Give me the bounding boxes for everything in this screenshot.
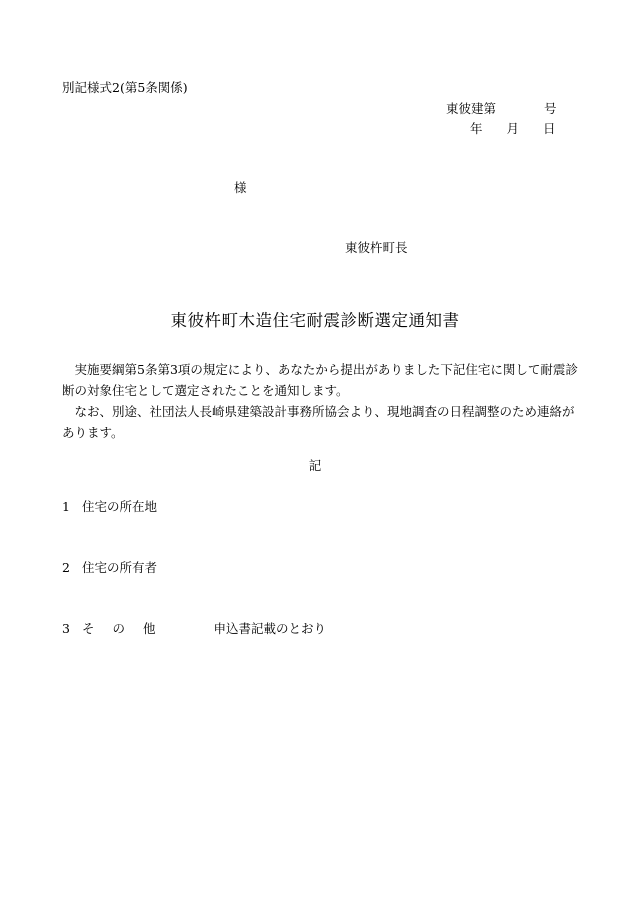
item-label: 住宅の所在地 — [82, 499, 158, 514]
issuer: 東彼杵町長 — [345, 240, 408, 255]
item-other — [62, 623, 326, 636]
addressee-honorific: 様 — [234, 180, 247, 195]
date-line — [470, 123, 556, 136]
item-label-part: 他 — [143, 621, 156, 636]
item-number: 2 — [62, 560, 70, 575]
form-label: 別記様式2(第5条関係) — [62, 80, 188, 95]
reference-prefix: 東彼建第 — [446, 101, 497, 116]
reference-suffix: 号 — [544, 101, 557, 116]
date-year: 年 — [470, 121, 483, 136]
item-number: 1 — [62, 499, 70, 514]
reference-number — [446, 103, 557, 116]
ki-heading: 記 — [308, 458, 322, 473]
item-value: 申込書記載のとおり — [213, 621, 327, 636]
item-label-part: の — [112, 621, 126, 636]
date-month: 月 — [506, 121, 520, 136]
item-label — [82, 621, 156, 636]
document-title: 東彼杵町木造住宅耐震診断選定通知書 — [170, 311, 460, 330]
item-address — [62, 501, 157, 514]
body-text — [62, 359, 582, 443]
body-paragraph-1: 実施要綱第5条第3項の規定により、あなたから提出がありました下記住宅に関して耐震診断の対象住宅として選定されたことを通知します。 — [62, 362, 578, 398]
date-day: 日 — [543, 121, 556, 136]
item-owner — [62, 562, 157, 575]
item-label: 住宅の所有者 — [82, 560, 158, 575]
item-number: 3 — [62, 621, 70, 636]
body-paragraph-2: なお、別途、社団法人長崎県建築設計事務所協会より、現地調査の日程調整のため連絡があります。 — [62, 404, 575, 440]
item-label-part: そ — [82, 621, 95, 636]
